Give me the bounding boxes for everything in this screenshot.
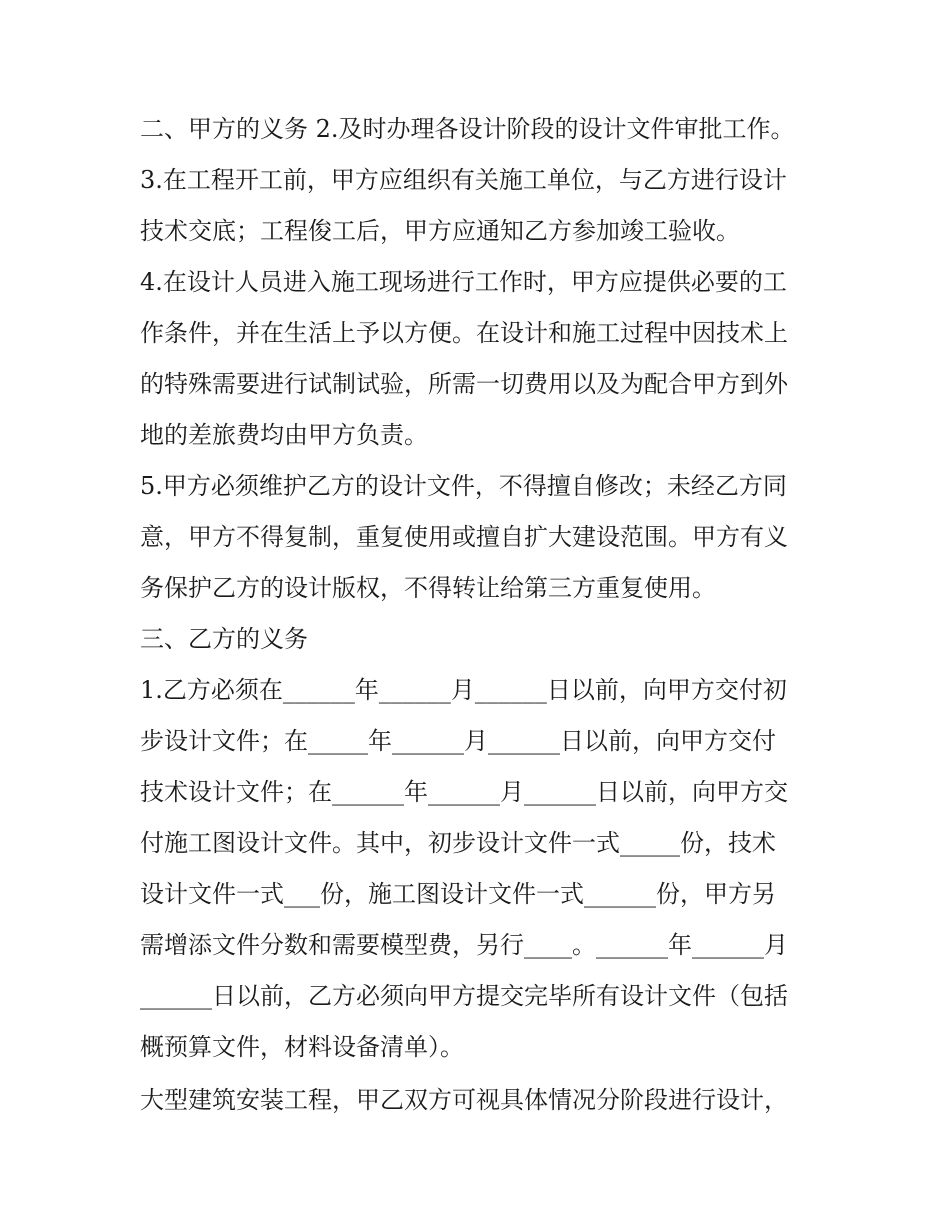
text-line: 作条件，并在生活上予以方便。在设计和施工过程中因技术上 <box>140 319 788 347</box>
text-line: 的特殊需要进行试制试验，所需一切费用以及为配合甲方到外 <box>140 370 788 398</box>
text-line: 技术设计文件；在______年______月______日以前，向甲方交 <box>140 778 788 806</box>
document-body <box>140 104 820 1126</box>
text-line: 大型建筑安装工程，甲乙双方可视具体情况分阶段进行设计， <box>140 1086 788 1114</box>
text-line: 付施工图设计文件。其中，初步设计文件一式_____份，技术 <box>140 829 776 857</box>
text-line: 技术交底；工程俊工后，甲方应通知乙方参加竣工验收。 <box>140 217 740 245</box>
text-line: 步设计文件；在_____年______月______日以前，向甲方交付 <box>140 727 776 755</box>
text-line: 务保护乙方的设计版权，不得转让给第三方重复使用。 <box>140 574 716 602</box>
text-line: 概预算文件，材料设备清单）。 <box>140 1033 464 1061</box>
text-line: 4.在设计人员进入施工现场进行工作时，甲方应提供必要的工 <box>140 268 787 296</box>
text-line: 1.乙方必须在______年______月______日以前，向甲方交付初 <box>140 676 787 704</box>
section-heading: 三、乙方的义务 <box>140 625 308 653</box>
text-line: 需增添文件分数和需要模型费，另行____。______年______月 <box>140 931 788 959</box>
text-line: 地的差旅费均由甲方负责。 <box>140 421 428 449</box>
text-line: 5.甲方必须维护乙方的设计文件，不得擅自修改；未经乙方同 <box>140 472 787 500</box>
text-line: 3.在工程开工前，甲方应组织有关施工单位，与乙方进行设计 <box>140 166 787 194</box>
text-line: 意，甲方不得复制，重复使用或擅自扩大建设范围。甲方有义 <box>140 523 788 551</box>
text-line: 二、甲方的义务 2.及时办理各设计阶段的设计文件审批工作。 <box>140 115 795 143</box>
text-line: 设计文件一式___份，施工图设计文件一式______份，甲方另 <box>140 880 776 908</box>
text-line: ______日以前，乙方必须向甲方提交完毕所有设计文件（包括 <box>140 982 788 1010</box>
